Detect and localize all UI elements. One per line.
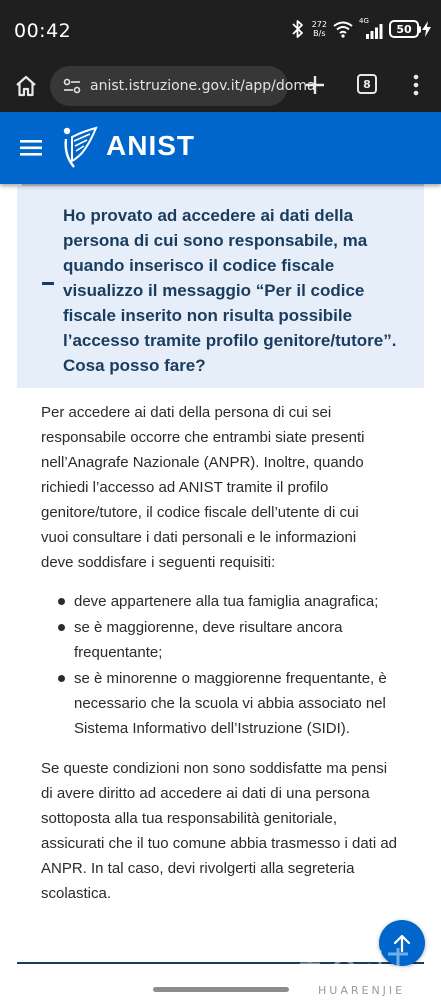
wifi-icon [333, 20, 353, 38]
tab-switcher-button[interactable]: 8 [357, 74, 377, 94]
cell-signal [359, 19, 383, 39]
bullet-icon [58, 598, 65, 605]
battery-level: 50 [389, 20, 419, 38]
gesture-navigation-bar[interactable] [153, 987, 289, 992]
new-tab-button[interactable] [302, 72, 328, 98]
site-header [0, 112, 441, 184]
site-settings-icon[interactable] [62, 76, 82, 96]
list-item-text: se è minorenne o maggiorenne frequentante, è necessario che la scuola vi abbia associato nel Sistema Informativo dell’Istruzione (SIDI). [74, 670, 387, 737]
browser-toolbar [0, 64, 441, 112]
battery-icon [389, 20, 431, 38]
status-bar [0, 0, 441, 64]
address-bar[interactable] [50, 66, 316, 106]
anist-logo-icon[interactable] [60, 125, 100, 171]
bluetooth-icon [290, 18, 306, 40]
watermark-text: HUARENJIE [318, 984, 406, 997]
home-button[interactable] [12, 71, 40, 101]
collapse-icon[interactable] [42, 282, 54, 285]
plus-icon [306, 76, 324, 94]
kebab-menu-icon[interactable] [408, 72, 424, 98]
list-item [58, 589, 408, 614]
status-icons [290, 18, 431, 40]
network-speed [312, 20, 327, 38]
list-item [58, 615, 408, 665]
url-text[interactable]: anist.istruzione.gov.it/app/doma [90, 78, 316, 94]
list-item-text: se è maggiorenne, deve risultare ancora frequentante; [74, 619, 343, 661]
requirements-list [58, 589, 408, 742]
charging-bolt-icon [422, 21, 431, 37]
faq-question-header[interactable] [17, 186, 424, 388]
network-speed-value: 272 [311, 20, 327, 29]
watermark-logo [296, 944, 416, 984]
network-speed-unit: B/s [313, 29, 326, 38]
list-item-text: deve appartenere alla tua famiglia anagrafica; [74, 593, 379, 610]
site-logo-text[interactable]: ANIST [106, 130, 195, 161]
home-icon [14, 74, 38, 98]
bullet-icon [58, 624, 65, 631]
bullet-icon [58, 675, 65, 682]
list-item [58, 666, 408, 741]
status-time: 00:42 [14, 20, 72, 42]
signal-type-label: 4G [359, 17, 369, 25]
cell-signal-icon [365, 23, 383, 39]
faq-content [0, 184, 441, 1000]
hamburger-menu-icon[interactable] [20, 137, 44, 159]
faq-answer-outro: Se queste condizioni non sono soddisfatte ma pensi di avere diritto ad accedere ai dati di una persona sottoposta alla tua responsabilità genitoriale, assicurati che il tuo comune abbia trasmesso i dati ad ANPR. In tal caso, devi rivolgerti alla segreteria scolastica. [41, 760, 398, 902]
faq-answer-intro: Per accedere ai dati della persona di cui sei responsabile occorre che entrambi siate presenti nell’Anagrafe Nazionale (ANPR). Inoltre, quando richiedi l’accesso ad ANIST tramite il profilo genitore/tutore, il codice fiscale dell’utente di cui vuoi consultare i dati personali e le informazioni deve soddisfare i seguenti requisiti: [41, 404, 365, 571]
faq-question-text[interactable]: Ho provato ad accedere ai dati della persona di cui sono responsabile, ma quando inserisco il codice fiscale visualizzo il messaggio “Per il codice fiscale inserito non risulta possibile l’accesso tramite profilo genitore/tutore”. Cosa posso fare? [63, 206, 397, 375]
